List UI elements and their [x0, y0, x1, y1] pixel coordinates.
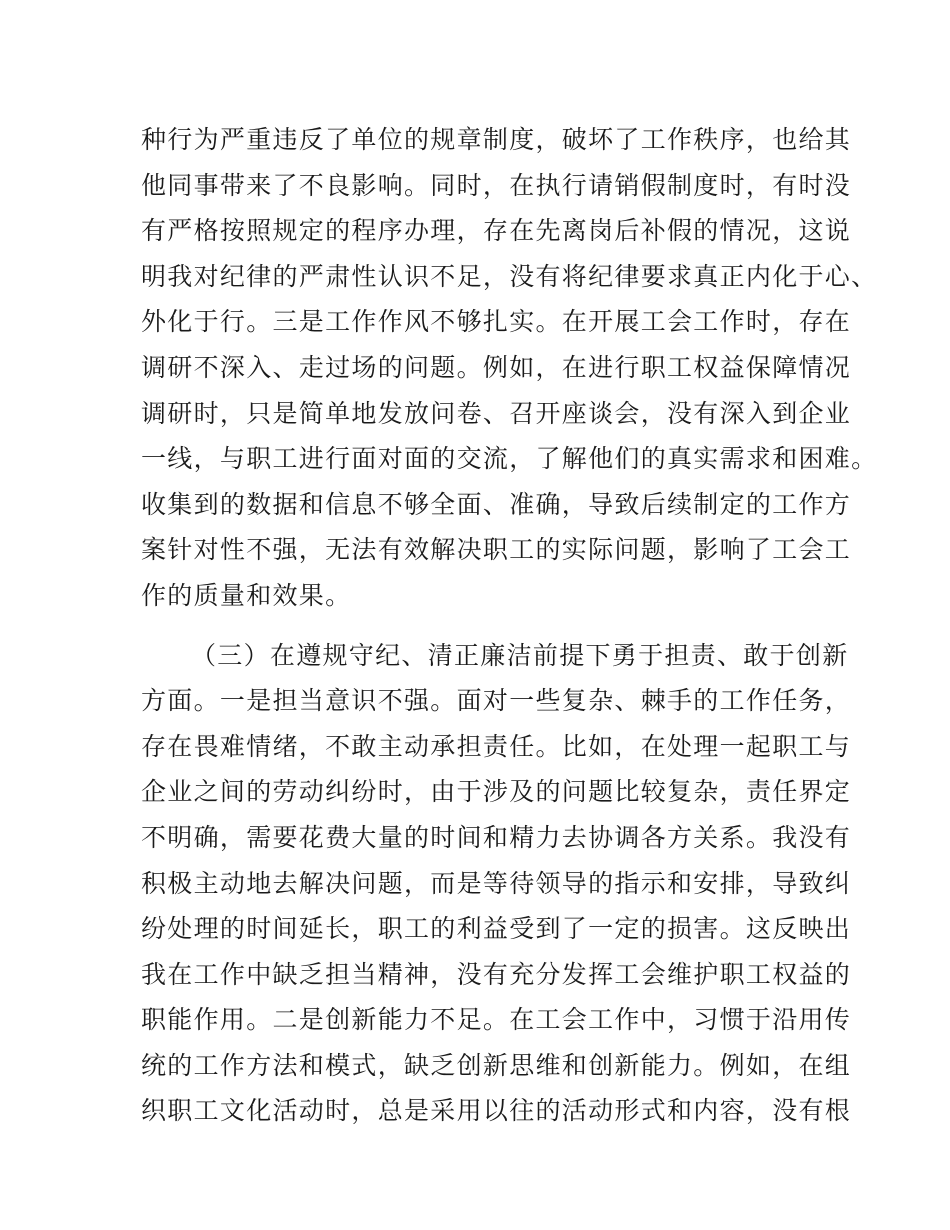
text-line: 方面。一是担当意识不强。面对一些复杂、棘手的工作任务，	[141, 686, 852, 716]
text-line: 他同事带来了不良影响。同时，在执行请销假制度时，有时没	[141, 170, 852, 200]
text-line: 调研不深入、走过场的问题。例如，在进行职工权益保障情况	[141, 352, 852, 382]
text-line: 明我对纪律的严肃性认识不足，没有将纪律要求真正内化于心、	[141, 261, 878, 291]
text-line: 收集到的数据和信息不够全面、准确，导致后续制定的工作方	[141, 489, 852, 519]
text-line: 一线，与职工进行面对面的交流，了解他们的真实需求和困难。	[141, 444, 878, 474]
text-line: 纷处理的时间延长，职工的利益受到了一定的损害。这反映出	[141, 914, 852, 944]
text-line: 外化于行。三是工作作风不够扎实。在开展工会工作时，存在	[141, 307, 852, 337]
text-line: 有严格按照规定的程序办理，存在先离岗后补假的情况，这说	[141, 216, 852, 246]
paragraph-1	[141, 117, 878, 619]
text-line: 职能作用。二是创新能力不足。在工会工作中，习惯于沿用传	[141, 1005, 852, 1035]
text-line-indented: （三）在遵规守纪、清正廉洁前提下勇于担责、敢于创新	[191, 640, 849, 670]
text-line: 调研时，只是简单地发放问卷、召开座谈会，没有深入到企业	[141, 398, 852, 428]
text-line: 案针对性不强，无法有效解决职工的实际问题，影响了工会工	[141, 535, 852, 565]
text-line: 作的质量和效果。	[141, 580, 352, 610]
text-line: 积极主动地去解决问题，而是等待领导的指示和安排，导致纠	[141, 868, 852, 898]
text-line: 统的工作方法和模式，缺乏创新思维和创新能力。例如，在组	[141, 1050, 852, 1080]
text-line: 企业之间的劳动纠纷时，由于涉及的问题比较复杂，责任界定	[141, 777, 852, 807]
paragraph-2	[141, 633, 852, 1135]
text-line: 存在畏难情绪，不敢主动承担责任。比如，在处理一起职工与	[141, 731, 852, 761]
paragraph-spacer	[141, 619, 821, 633]
document-body	[141, 117, 878, 1134]
text-line: 不明确，需要花费大量的时间和精力去协调各方关系。我没有	[141, 822, 852, 852]
text-line: 种行为严重违反了单位的规章制度，破坏了工作秩序，也给其	[141, 125, 852, 154]
text-line: 织职工文化活动时，总是采用以往的活动形式和内容，没有根	[141, 1096, 852, 1126]
text-line: 我在工作中缺乏担当精神，没有充分发挥工会维护职工权益的	[141, 959, 852, 989]
